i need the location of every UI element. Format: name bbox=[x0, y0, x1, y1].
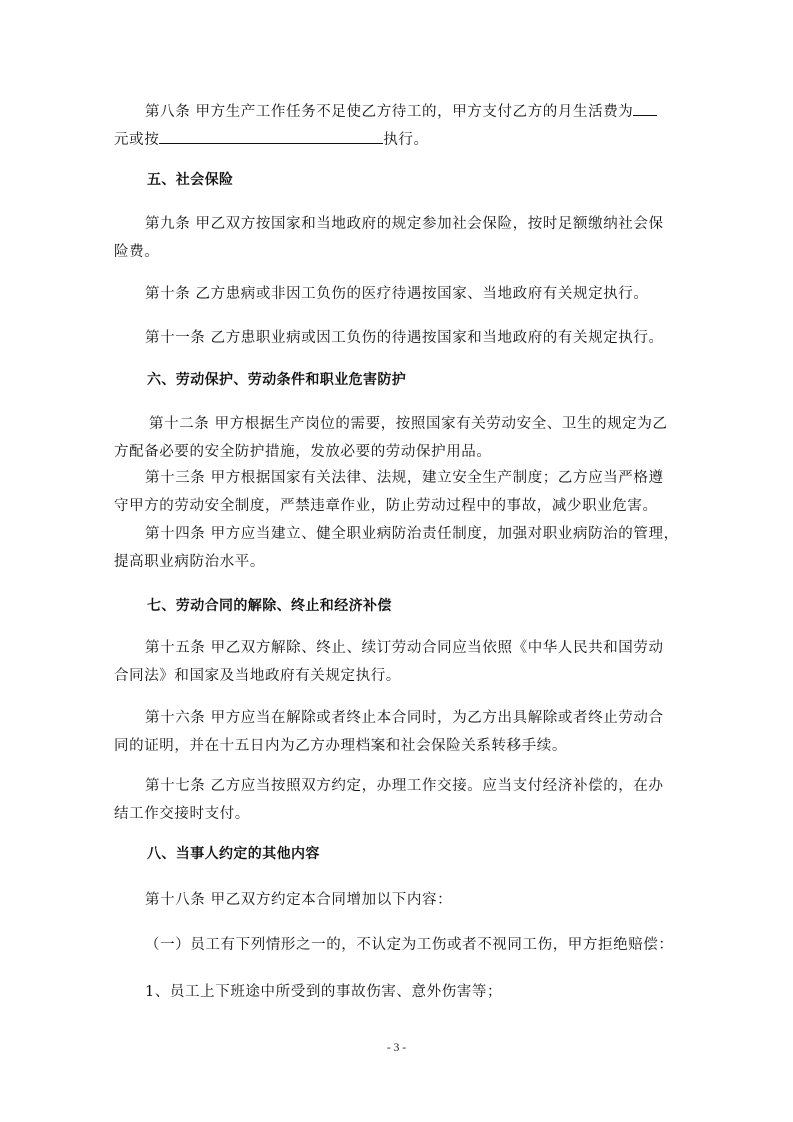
article-14-line-1: 第十四条 甲方应当建立、健全职业病防治责任制度，加强对职业病防治的管理， bbox=[145, 526, 679, 542]
article-12-line-1: 第十二条 甲方根据生产岗位的需要，按照国家有关劳动安全、卫生的规定为乙 bbox=[149, 416, 668, 432]
article-17 bbox=[114, 772, 674, 828]
article-8-line-2-pre: 元或按 bbox=[114, 132, 160, 148]
section-6-heading: 六、劳动保护、劳动条件和职业危害防护 bbox=[147, 372, 407, 388]
article-9 bbox=[114, 210, 674, 266]
article-18 bbox=[114, 886, 674, 914]
article-17-line-1: 第十七条 乙方应当按照双方约定，办理工作交接。应当支付经济补偿的，在办 bbox=[145, 778, 664, 794]
amount-blank bbox=[633, 99, 657, 116]
article-9-line-2: 险费。 bbox=[114, 244, 160, 260]
article-13-line-2: 守甲方的劳动安全制度，严禁违章作业，防止劳动过程中的事故，减少职业危害。 bbox=[114, 498, 658, 514]
article-10-text: 第十条 乙方患病或非因工负伤的医疗待遇按国家、当地政府有关规定执行。 bbox=[145, 286, 649, 302]
clause-1-text: （一）员工有下列情形之一的，不认定为工伤或者不视同工伤，甲方拒绝赔偿： bbox=[145, 937, 674, 953]
standard-blank bbox=[159, 127, 383, 144]
article-11-text: 第十一条 乙方患职业病或因工负伤的待遇按国家和当地政府的有关规定执行。 bbox=[145, 330, 664, 346]
section-8-heading: 八、当事人约定的其他内容 bbox=[147, 846, 320, 862]
article-8 bbox=[114, 98, 674, 154]
page-number: - 3 - bbox=[386, 1042, 407, 1054]
article-14-line-2: 提高职业病防治水平。 bbox=[114, 554, 265, 570]
article-15-line-1: 第十五条 甲乙双方解除、终止、续订劳动合同应当依照《中华人民共和国劳动 bbox=[145, 640, 664, 656]
article-13 bbox=[114, 464, 674, 520]
article-12-line-2: 方配备必要的安全防护措施，发放必要的劳动保护用品。 bbox=[114, 444, 492, 460]
article-11 bbox=[114, 324, 674, 352]
section-5-heading: 五、社会保险 bbox=[147, 172, 234, 188]
article-12 bbox=[114, 410, 674, 466]
clause-1 bbox=[114, 931, 674, 959]
article-17-line-2: 结工作交接时支付。 bbox=[114, 806, 250, 822]
article-8-line-2-post: 执行。 bbox=[383, 132, 429, 148]
article-9-line-1: 第九条 甲乙双方按国家和当地政府的规定参加社会保险，按时足额缴纳社会保 bbox=[145, 216, 664, 232]
article-15 bbox=[114, 634, 674, 690]
article-18-text: 第十八条 甲乙双方约定本合同增加以下内容： bbox=[145, 892, 453, 908]
article-15-line-2: 合同法》和国家及当地政府有关规定执行。 bbox=[114, 668, 401, 684]
article-14 bbox=[114, 520, 679, 576]
item-1-text: 1、员工上下班途中所受到的事故伤害、意外伤害等； bbox=[145, 984, 503, 1000]
article-16-line-2: 同的证明，并在十五日内为乙方办理档案和社会保险关系转移手续。 bbox=[114, 738, 567, 754]
section-7-heading: 七、劳动合同的解除、终止和经济补偿 bbox=[147, 598, 392, 614]
article-13-line-1: 第十三条 甲方根据国家有关法律、法规，建立安全生产制度；乙方应当严格遵 bbox=[145, 470, 664, 486]
article-16 bbox=[114, 704, 674, 760]
article-8-line-1: 第八条 甲方生产工作任务不足使乙方待工的，甲方支付乙方的月生活费为 bbox=[145, 104, 634, 120]
article-16-line-1: 第十六条 甲方应当在解除或者终止本合同时，为乙方出具解除或者终止劳动合 bbox=[145, 710, 664, 726]
article-10 bbox=[114, 280, 674, 308]
item-1 bbox=[114, 978, 674, 1006]
